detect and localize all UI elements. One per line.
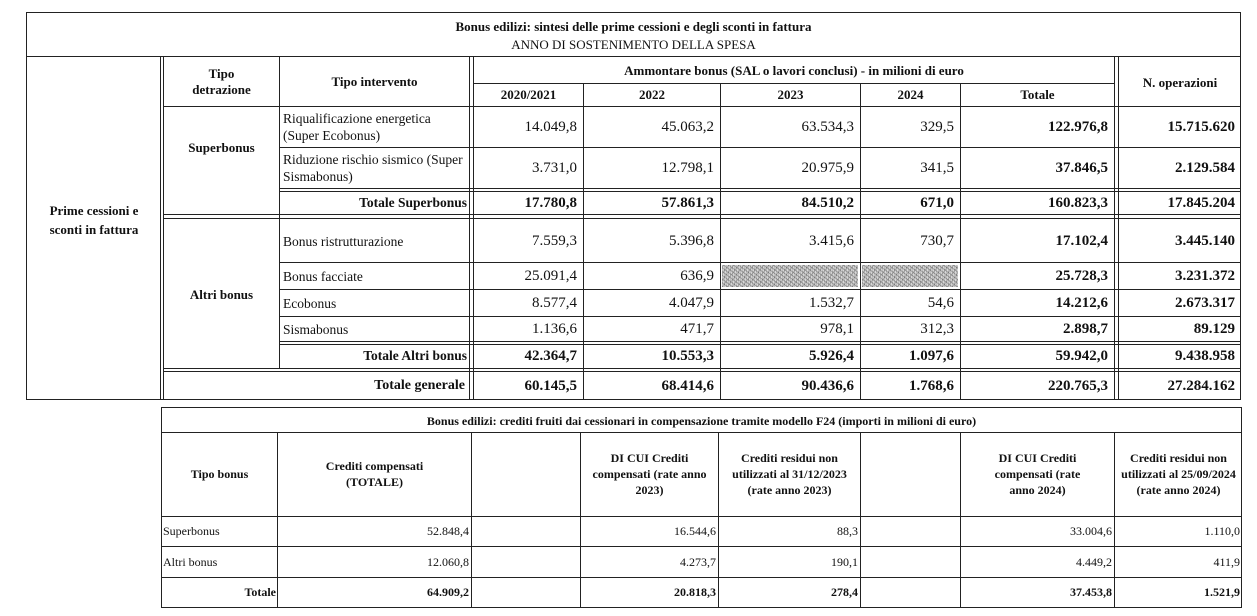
cell-total: 17.102,4 xyxy=(1055,232,1108,249)
cell-value: 341,5 xyxy=(920,159,954,176)
cell-value: 190,1 xyxy=(831,554,858,569)
row-label: Riqualificazione energetica (Super Ecobonus) xyxy=(283,111,431,143)
cell-value: 12.798,1 xyxy=(661,159,714,176)
cell-value: 25.091,4 xyxy=(524,267,577,284)
cell-value: 84.510,2 xyxy=(801,194,854,211)
cell-value: 5.926,4 xyxy=(809,347,854,364)
header-year-2023: 2023 xyxy=(777,87,804,102)
cell-value: 1.521,9 xyxy=(1204,585,1240,599)
cell-value: 1.110,0 xyxy=(1204,524,1240,538)
cell-operations: 2.129.584 xyxy=(1175,159,1235,176)
cell-value: 3.415,6 xyxy=(809,232,854,249)
header-year-2024: 2024 xyxy=(897,87,924,102)
cell-value: 1.532,7 xyxy=(809,294,854,311)
cell-total: 122.976,8 xyxy=(1048,118,1108,135)
row-total-altri-bonus: Totale Altri bonus xyxy=(363,348,467,363)
cell-value: 88,3 xyxy=(837,524,858,538)
cell-operations: 3.445.140 xyxy=(1175,232,1235,249)
cell-value: 4.449,2 xyxy=(1076,554,1112,569)
header-dicui-2024: DI CUI Crediti compensati (rate anno 2024) xyxy=(994,451,1081,497)
cell-operations: 15.715.620 xyxy=(1167,118,1235,135)
cell-value: 37.453,8 xyxy=(1070,585,1112,599)
cell-value: 8.577,4 xyxy=(532,294,577,311)
cell-value: 54,6 xyxy=(927,294,954,311)
cell-value: 90.436,6 xyxy=(801,377,854,394)
cell-value: 20.975,9 xyxy=(801,159,854,176)
cell-value: 636,9 xyxy=(680,267,714,284)
cell-total: 2.898,7 xyxy=(1063,320,1108,337)
cell-value: 7.559,3 xyxy=(532,232,577,249)
header-totale: Totale xyxy=(1020,87,1055,102)
cell-value: 14.049,8 xyxy=(524,118,577,135)
cell-value: 57.861,3 xyxy=(661,194,714,211)
redacted-cell xyxy=(862,265,958,287)
row-group-label: Prime cessioni e sconti in fattura xyxy=(49,203,139,237)
cell-total: 160.823,3 xyxy=(1048,194,1108,211)
header-year-2020-2021: 2020/2021 xyxy=(500,87,557,102)
table-subtitle: ANNO DI SOSTENIMENTO DELLA SPESA xyxy=(511,37,756,52)
cell-value: 10.553,3 xyxy=(661,347,714,364)
table-title: Bonus edilizi: crediti fruiti dai cessionari in compensazione tramite modello F24 (importi in milioni di euro) xyxy=(426,414,977,428)
row-label: Bonus ristrutturazione xyxy=(283,233,404,249)
cell-value: 4.047,9 xyxy=(669,294,714,311)
group-superbonus: Superbonus xyxy=(188,140,255,155)
cell-value: 4.273,7 xyxy=(680,554,716,569)
cell-value: 33.004,6 xyxy=(1070,524,1112,538)
cell-total: 220.765,3 xyxy=(1048,377,1108,394)
header-residui-2023: Crediti residui non utilizzati al 31/12/2023 (rate anno 2023) xyxy=(732,451,847,497)
cell-value: 1.097,6 xyxy=(909,347,954,364)
cell-value: 730,7 xyxy=(920,232,954,249)
cell-value: 20.818,3 xyxy=(674,585,716,599)
group-altri-bonus: Altri bonus xyxy=(189,287,254,302)
row-label: Riduzione rischio sismico (Super Sismabonus) xyxy=(283,152,463,184)
row-label: Superbonus xyxy=(163,524,220,538)
cell-value: 3.731,0 xyxy=(532,159,577,176)
header-crediti-totale: Crediti compensati (TOTALE) xyxy=(325,459,424,489)
cell-value: 1.136,6 xyxy=(532,320,577,337)
row-total-generale: Totale generale xyxy=(374,378,465,393)
cell-value: 63.534,3 xyxy=(801,118,854,135)
cell-operations: 9.438.958 xyxy=(1175,347,1235,364)
cell-value: 329,5 xyxy=(920,118,954,135)
cell-value: 12.060,8 xyxy=(427,554,469,569)
cell-operations: 3.231.372 xyxy=(1175,267,1235,284)
redacted-cell xyxy=(722,265,858,287)
cell-operations: 27.284.162 xyxy=(1167,377,1235,394)
cell-value: 52.848,4 xyxy=(427,524,469,538)
cell-value: 278,4 xyxy=(831,585,858,599)
row-label: Sismabonus xyxy=(283,321,349,337)
cell-value: 42.364,7 xyxy=(524,347,577,364)
cell-value: 17.780,8 xyxy=(524,194,577,211)
header-n-operazioni: N. operazioni xyxy=(1142,75,1218,90)
cell-value: 16.544,6 xyxy=(674,524,716,538)
cell-value: 60.145,5 xyxy=(524,377,577,394)
row-label: Altri bonus xyxy=(163,554,218,569)
header-ammontare: Ammontare bonus (SAL o lavori conclusi) - in milioni di euro xyxy=(624,63,964,78)
cell-value: 471,7 xyxy=(680,320,714,337)
header-year-2022: 2022 xyxy=(639,87,665,102)
row-label: Bonus facciate xyxy=(283,268,363,284)
cell-total: 37.846,5 xyxy=(1055,159,1108,176)
row-label: Ecobonus xyxy=(283,295,337,311)
cell-value: 978,1 xyxy=(820,320,854,337)
row-total: Totale xyxy=(244,585,276,599)
cell-value: 411,9 xyxy=(1213,554,1240,569)
cell-total: 59.942,0 xyxy=(1055,347,1108,364)
header-tipo-bonus: Tipo bonus xyxy=(190,467,249,481)
cell-operations: 89.129 xyxy=(1193,320,1235,337)
header-tipo-intervento: Tipo intervento xyxy=(331,74,418,89)
header-residui-2024: Crediti residui non utilizzati al 25/09/2024 (rate anno 2024) xyxy=(1121,451,1236,497)
header-tipo-detrazione: Tipo detrazione xyxy=(192,66,251,97)
cell-value: 5.396,8 xyxy=(669,232,714,249)
cell-operations: 17.845.204 xyxy=(1167,194,1235,211)
cell-value: 312,3 xyxy=(920,320,954,337)
cell-value: 68.414,6 xyxy=(661,377,714,394)
cell-operations: 2.673.317 xyxy=(1175,294,1235,311)
cell-value: 1.768,6 xyxy=(909,377,954,394)
header-dicui-2023: DI CUI Crediti compensati (rate anno 2023) xyxy=(592,451,707,497)
table-title: Bonus edilizi: sintesi delle prime cessioni e degli sconti in fattura xyxy=(455,19,812,34)
cell-total: 25.728,3 xyxy=(1055,267,1108,284)
cell-value: 64.909,2 xyxy=(427,585,469,599)
cell-value: 671,0 xyxy=(920,194,954,211)
row-total-superbonus: Totale Superbonus xyxy=(359,195,467,210)
cell-value: 45.063,2 xyxy=(661,118,714,135)
cell-total: 14.212,6 xyxy=(1055,294,1108,311)
